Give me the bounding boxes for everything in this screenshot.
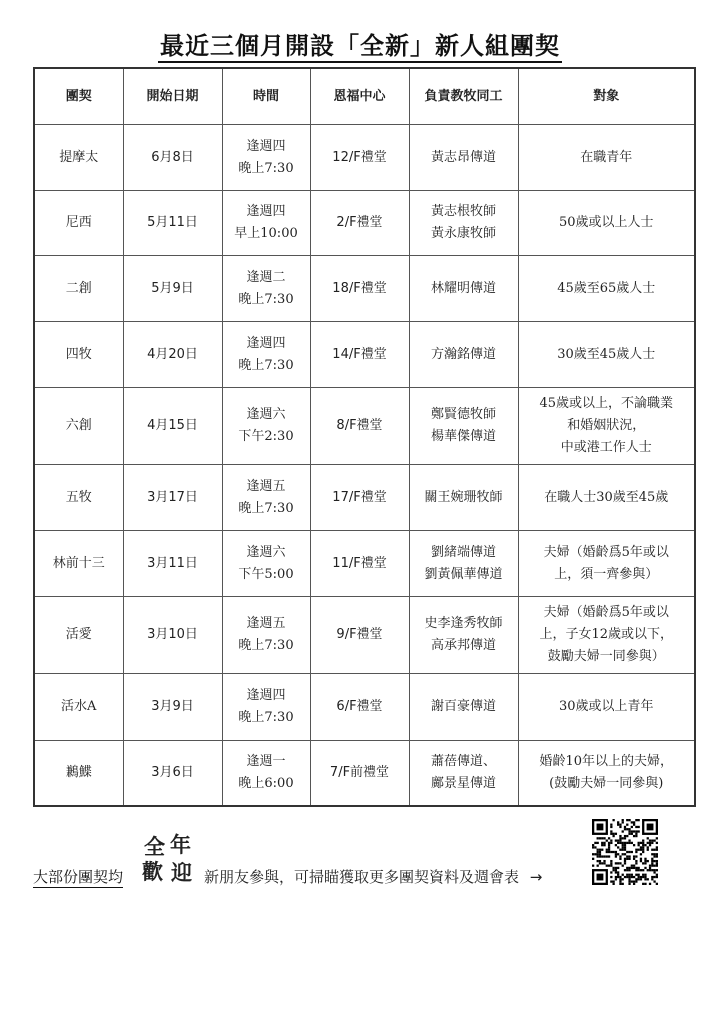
staff-line: 黃志根牧師 [430,204,496,219]
target-group-line: 30歲至45歲人士 [557,346,656,362]
col-header-fellowship: 團契 [34,68,123,125]
staff-line: 高承邦傳道 [430,638,496,653]
fellowship-name: 林前十三 [34,531,123,597]
start-date: 3月10日 [123,597,222,674]
meeting-time-line: 晚上7:30 [238,291,294,307]
footer-text-after: 新朋友參與，可掃瞄獲取更多團契資料及週會表 [204,868,520,886]
fellowship-name: 四牧 [34,322,123,388]
target-group-line: 婚齡10年以上的夫婦， [539,753,674,769]
fellowship-name: 六創 [34,388,123,465]
meeting-time-line: 逢週四 [246,138,286,154]
start-date: 4月15日 [123,388,222,465]
meeting-time-line: 逢週六 [246,407,286,422]
target-group-line: (鼓勵夫婦一同參與) [549,775,664,791]
staff-line: 方瀚銘傳道 [430,346,496,362]
table-row [34,465,695,531]
footer-note-after [204,866,542,887]
fellowship-name: 活水A [34,674,123,741]
meeting-time-line: 逢週五 [246,616,286,631]
col-header-target: 對象 [518,68,695,125]
meeting-time-line: 早上10:00 [234,226,298,241]
staff [409,388,518,465]
meeting-time [222,256,310,322]
start-date: 6月8日 [123,125,222,191]
welcome-stamp [140,834,198,886]
meeting-time-line: 逢週四 [246,688,286,703]
table-row [34,531,695,597]
page-title: 最近三個月開設「全新」新人組團契 [158,32,562,63]
meeting-time-line: 晚上7:30 [238,160,294,176]
table-row [34,597,695,674]
meeting-time [222,531,310,597]
page-title-wrap [0,26,720,61]
target-group [518,597,695,674]
target-group [518,741,695,806]
table-row [34,256,695,322]
staff-line: 黃志昂傳道 [430,149,496,165]
table-row [34,388,695,465]
venue: 14/F禮堂 [310,322,409,388]
footer-note [33,866,123,887]
fellowship-name: 鶼鰈 [34,741,123,806]
target-group-line: 中或港工作人士 [560,440,652,455]
staff-line: 鄭賢德牧師 [430,407,496,422]
venue: 2/F禮堂 [310,191,409,256]
meeting-time [222,191,310,256]
target-group-line: 鼓勵夫婦一同參與） [547,649,665,664]
fellowship-table [33,67,696,807]
meeting-time-line: 晚上7:30 [238,500,294,516]
venue: 17/F禮堂 [310,465,409,531]
staff-line: 劉黃佩華傳道 [424,566,503,582]
staff-line: 劉緒端傳道 [430,544,496,560]
staff [409,322,518,388]
fellowship-name: 二創 [34,256,123,322]
meeting-time [222,388,310,465]
target-group-line: 在職人士30歲至45歲 [544,489,669,505]
target-group [518,256,695,322]
table-body [34,125,695,806]
start-date: 3月17日 [123,465,222,531]
fellowship-name: 活愛 [34,597,123,674]
staff-line: 謝百豪傳道 [430,699,496,714]
meeting-time-line: 逢週四 [246,335,286,351]
meeting-time-line: 下午2:30 [238,429,294,444]
target-group [518,674,695,741]
staff [409,741,518,806]
table-row [34,674,695,741]
venue: 12/F禮堂 [310,125,409,191]
staff [409,191,518,256]
staff-line: 鄺景星傳道 [430,775,496,791]
meeting-time [222,322,310,388]
footer-text-before: 大部份團契均 [33,868,124,886]
staff-line: 蕭蓓傳道、 [430,753,496,769]
target-group-line: 夫婦（婚齡爲5年或以 [543,605,669,620]
meeting-time-line: 晚上7:30 [238,710,294,725]
col-header-staff: 負責教牧同工 [409,68,518,125]
fellowship-name: 提摩太 [34,125,123,191]
target-group-line: 上，子女12歲或以下， [539,627,674,642]
fellowship-name: 尼西 [34,191,123,256]
target-group-line: 和婚姻狀況， [567,418,646,433]
fellowship-name: 五牧 [34,465,123,531]
col-header-center: 恩福中心 [310,68,409,125]
venue: 11/F禮堂 [310,531,409,597]
start-date: 5月9日 [123,256,222,322]
start-date: 5月11日 [123,191,222,256]
staff [409,531,518,597]
target-group-line: 夫婦（婚齡爲5年或以 [543,544,669,560]
target-group [518,388,695,465]
target-group-line: 45歲至65歲人士 [557,280,656,296]
target-group-line: 在職青年 [580,149,633,165]
meeting-time [222,741,310,806]
staff [409,674,518,741]
meeting-time-line: 下午5:00 [238,566,294,582]
target-group [518,531,695,597]
table-row [34,741,695,806]
meeting-time-line: 逢週一 [246,753,286,769]
table-row [34,125,695,191]
target-group-line: 50歲或以上人士 [558,215,654,230]
meeting-time-line: 晚上7:30 [238,357,294,373]
target-group-line: 上，須一齊參與） [554,566,659,582]
staff [409,256,518,322]
qr-code-icon[interactable] [592,819,658,885]
start-date: 3月6日 [123,741,222,806]
venue: 8/F禮堂 [310,388,409,465]
target-group [518,465,695,531]
col-header-start-date: 開始日期 [123,68,222,125]
meeting-time [222,125,310,191]
staff [409,597,518,674]
stamp-char-1: 全 [144,834,165,859]
target-group [518,322,695,388]
target-group [518,125,695,191]
target-group [518,191,695,256]
meeting-time-line: 逢週四 [246,204,286,219]
arrow-right-icon: → [529,868,543,886]
table-header-row [34,68,695,125]
meeting-time-line: 逢週六 [246,544,286,560]
venue: 9/F禮堂 [310,597,409,674]
staff-line: 林耀明傳道 [430,280,496,296]
meeting-time-line: 晚上6:00 [238,775,294,791]
meeting-time [222,674,310,741]
meeting-time-line: 逢週二 [246,269,286,285]
table-row [34,191,695,256]
staff-line: 黃永康牧師 [430,226,496,241]
venue: 18/F禮堂 [310,256,409,322]
col-header-time: 時間 [222,68,310,125]
target-group-line: 45歲或以上，不論職業 [539,396,674,411]
start-date: 3月11日 [123,531,222,597]
target-group-line: 30歲或以上青年 [558,699,654,714]
staff-line: 史李逢秀牧師 [424,616,503,631]
meeting-time [222,465,310,531]
stamp-char-3: 歡 [142,859,163,884]
staff [409,465,518,531]
start-date: 3月9日 [123,674,222,741]
stamp-char-2: 年 [170,832,191,857]
start-date: 4月20日 [123,322,222,388]
table-row [34,322,695,388]
venue: 7/F前禮堂 [310,741,409,806]
meeting-time-line: 晚上7:30 [238,638,294,653]
staff-line: 楊華傑傳道 [430,429,496,444]
venue: 6/F禮堂 [310,674,409,741]
meeting-time-line: 逢週五 [246,478,286,494]
staff [409,125,518,191]
meeting-time [222,597,310,674]
staff-line: 關王婉珊牧師 [424,489,503,505]
stamp-char-4: 迎 [171,860,192,885]
